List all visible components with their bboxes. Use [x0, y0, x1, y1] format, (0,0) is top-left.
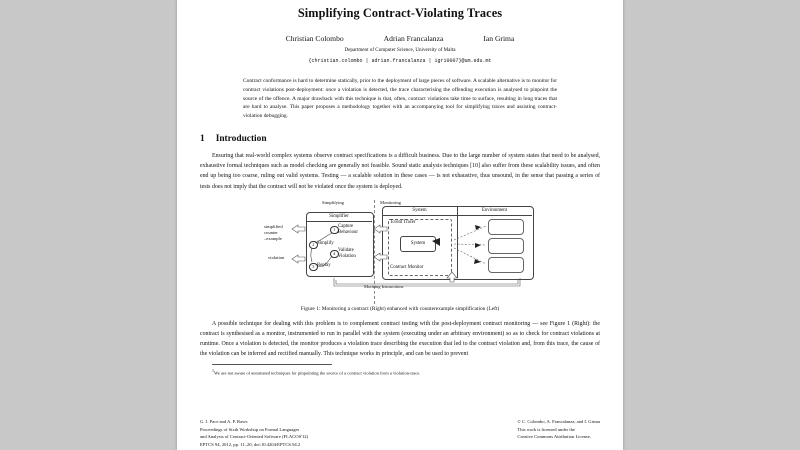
footnote	[212, 368, 600, 377]
simplifier-title: Simplifier	[329, 213, 349, 219]
footer-left-line-4: EPTCS 94, 2012, pp. 11–20, doi:10.4204/EPTCS.94.2	[200, 441, 301, 447]
page-title: Simplifying Contract-Violating Traces	[297, 6, 503, 20]
footer-right-line-2: This work is licensed under the	[517, 426, 575, 432]
intro-paragraph-2	[200, 319, 600, 360]
column-label-environment: Environment	[481, 207, 508, 213]
step-4-number: 4	[330, 250, 339, 259]
footer-left-line-2: Proceedings of Sixth Workshop on Formal Languages	[200, 426, 300, 432]
footnote-separator	[212, 364, 332, 365]
output-violation-label: violation	[268, 254, 285, 260]
footer-left-line-3: and Analysis of Contract-Oriented Software (FLACOS'12)	[200, 434, 309, 440]
step-2-number: 2	[309, 241, 318, 250]
figure-1	[177, 200, 623, 304]
section-number: 1	[200, 134, 205, 145]
intro-paragraph-1	[200, 151, 600, 192]
step-4-label-line2: Violation	[338, 253, 356, 259]
author-emails: {christian.colombo | adrian.francalanza | igri0007}@um.edu.mt	[308, 58, 492, 64]
step-4-label-line1: Validate	[338, 247, 354, 253]
output-simplified-line1: simplified	[264, 223, 283, 229]
figure-header-monitoring: Monitoring	[380, 199, 401, 205]
author-name: Ian Grima	[483, 34, 515, 43]
output-simplified-line3: –example	[264, 235, 282, 241]
footer-proceedings	[200, 418, 308, 448]
footer-license	[517, 418, 600, 448]
intro-paragraph-1-text: Ensuring that real-world complex systems observe contract specifications is a difficult business. Due to the large number of system states that need to be analysed, exhaustive formal techniques such as model checking are generally not feasible. Sound static analysis techniques [10] also suffer from these scalability issues, and often end up being too coarse, ruling out valid systems. Testing — a scalable solution in these cases — is not exhaustive, thus unsound, in the sense that passing a series of tests does not imply that the contract will not be violated once the system is deployed.	[200, 153, 600, 190]
figure-caption: Figure 1: Monitoring a contract (Right) enhanced with counterexample simplification (Left)	[300, 305, 500, 312]
page-footer	[177, 418, 623, 448]
abstract: Contract conformance is hard to determine statically, prior to the deployment of large pieces of software. A scalable alternative is to monitor for contract violations post-deployment: once a violation is detected, the trace characterising the offending execution is analysed to pinpoint the source of the offence. A major drawback with this technique is that, often, contract violations take time to surface, resulting in long traces that are hard to analyse. This paper proposes a methodology together with an accompanying tool for simplifying traces and assisting contract-violation debugging.	[243, 78, 557, 120]
step-1-label-line1: Capture	[338, 223, 354, 229]
figure-vector-layer	[264, 200, 536, 304]
author-name: Adrian Francalanza	[383, 34, 444, 43]
contract-monitor-label: Contract Monitor	[390, 264, 424, 270]
step-3-label: Replay	[317, 262, 331, 268]
footnote-text: We are not aware of automated techniques for pinpointing the source of a contract violation from a violation-trace.	[214, 370, 421, 376]
footer-right-line-3: Creative Commons Attribution License.	[517, 434, 591, 440]
section-heading	[200, 134, 600, 144]
figure-1-diagram	[264, 200, 536, 304]
author-list	[200, 34, 600, 43]
section-title: Introduction	[215, 134, 267, 145]
step-1-number: 1	[330, 226, 339, 235]
footer-left-line-1: G. J. Pace and A. P. Ravn:	[200, 419, 248, 425]
footnote-marker: 1	[212, 367, 214, 373]
step-2-label: Simplify	[317, 240, 334, 246]
intro-paragraph-2-text: A possible technique for dealing with this problem is to complement contract testing with the post-deployment contract monitoring — see Figure 1 (Right): the contract is synthesised as a monitor, instrumented to run in parallel with the system (executing under an arbitrary environment) so as to check for contract violations at runtime. Once a violation is detected, the monitor produces a violation trace describing the execution that led to the contract violation and, from this trace, the cause of the violation can be inferred and rectified manually. This technique works in principle, and can be used to prevent	[200, 320, 600, 358]
output-simplified-line2: counter	[264, 229, 278, 235]
author-name: Christian Colombo	[285, 34, 344, 43]
paper-content	[177, 0, 623, 377]
step-1-label-line2: Behaviour	[338, 229, 358, 235]
mocking-instructions-label: Mocking Instructions	[364, 283, 404, 289]
paper-page	[177, 0, 623, 450]
footer-right-line-1: © C. Colombo, A. Francalanza, and I. Grima	[517, 419, 600, 425]
step-3-number: 3	[309, 263, 318, 272]
system-box: System	[400, 236, 436, 252]
column-label-system: System	[412, 207, 427, 213]
figure-header-simplifying: Simplifying	[322, 199, 344, 205]
affiliation: Department of Computer Science, University of Malta	[344, 47, 456, 53]
event-tracer-label: Event Tracer	[391, 220, 416, 226]
